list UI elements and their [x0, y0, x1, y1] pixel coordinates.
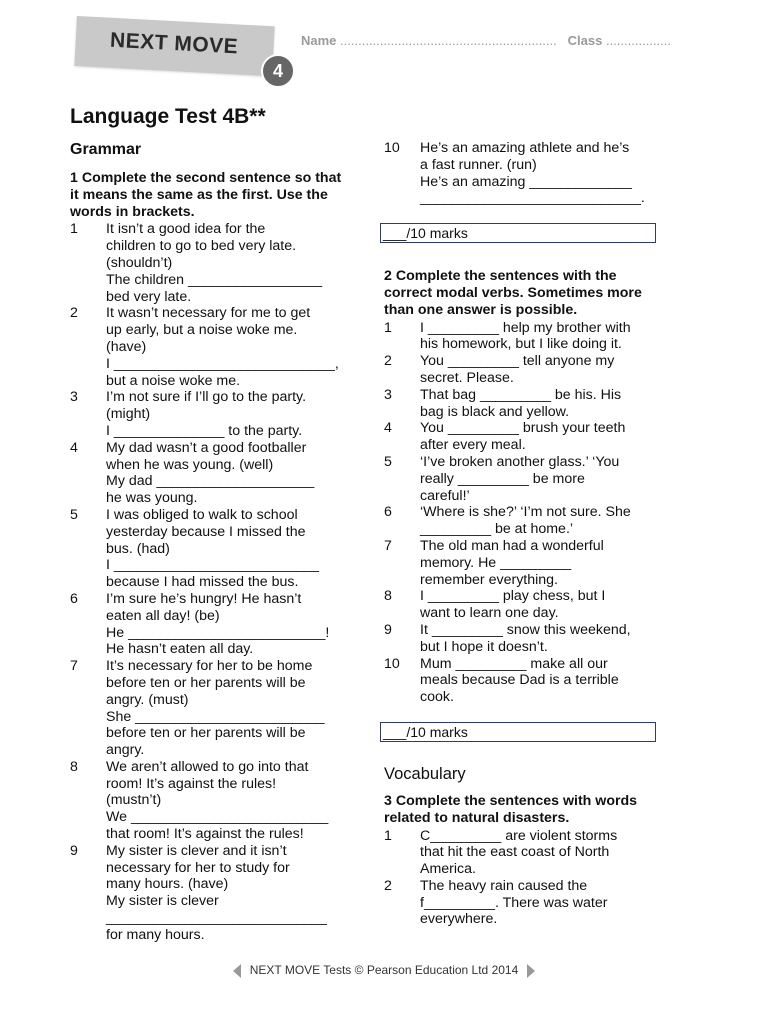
- question-item: [70, 759, 342, 843]
- question-line: (might): [106, 406, 151, 423]
- question-item: [384, 353, 664, 387]
- exercise-2-items: [384, 320, 664, 706]
- question-line: bed very late.: [106, 288, 192, 305]
- answer-line[interactable]: It _________ snow this weekend,: [420, 621, 631, 638]
- answer-line[interactable]: really _________ be more: [420, 470, 585, 487]
- question-number: 6: [70, 590, 78, 607]
- name-label: Name: [301, 33, 337, 48]
- question-item: [384, 454, 664, 504]
- previous-arrow-icon: [233, 964, 241, 978]
- question-number: 10: [384, 140, 400, 156]
- question-item: [384, 878, 664, 928]
- question-line: He hasn’t eaten all day.: [106, 641, 254, 658]
- question-line: I’m not sure if I’ll go to the party.: [106, 389, 307, 406]
- question-text: [420, 828, 664, 878]
- question-number: 8: [384, 588, 392, 605]
- question-line: before ten or her parents will be: [106, 725, 306, 742]
- question-text: [106, 221, 342, 305]
- question-number: 5: [70, 506, 78, 523]
- question-item: [384, 504, 664, 538]
- question-number: 7: [384, 537, 392, 554]
- question-text: [106, 843, 342, 944]
- question-number: 2: [384, 353, 392, 370]
- right-column: [384, 140, 664, 928]
- answer-line[interactable]: That bag _________ be his. His: [420, 386, 622, 403]
- question-number: 5: [384, 453, 392, 470]
- question-text: [106, 389, 342, 439]
- exercise-1-items: [70, 221, 342, 943]
- question-line: when he was young. (well): [106, 456, 274, 473]
- class-field[interactable]: ..................: [605, 33, 671, 48]
- question-line: children to go to bed very late.: [106, 238, 297, 255]
- question-line: ‘Where is she?’ ‘I’m not sure. She: [420, 504, 631, 521]
- answer-line[interactable]: He’s an amazing _____________: [420, 173, 632, 190]
- question-line: want to learn one day.: [420, 605, 559, 622]
- question-text: [420, 504, 664, 538]
- question-number: 1: [384, 827, 392, 844]
- question-number: 10: [384, 655, 400, 672]
- question-item: [384, 828, 664, 878]
- question-line: that hit the east coast of North: [420, 844, 610, 861]
- answer-line[interactable]: We _________________________: [106, 809, 329, 826]
- question-line: that room! It’s against the rules!: [106, 826, 304, 843]
- answer-line[interactable]: You _________ tell anyone my: [420, 353, 615, 370]
- answer-line[interactable]: ____________________________: [106, 910, 327, 927]
- answer-line[interactable]: C_________ are violent storms: [420, 827, 618, 844]
- answer-line[interactable]: memory. He _________: [420, 554, 572, 571]
- question-line: but I hope it doesn’t.: [420, 638, 548, 655]
- question-line: he was young.: [106, 490, 198, 507]
- question-line: It isn’t a good idea for the: [106, 221, 266, 238]
- question-line: My dad wasn’t a good footballer: [106, 439, 307, 456]
- question-line: a fast runner. (run): [420, 156, 537, 173]
- question-number: 2: [384, 877, 392, 894]
- question-line: meals because Dad is a terrible: [420, 672, 619, 689]
- question-item: [384, 588, 664, 622]
- question-line: It wasn’t necessary for me to get: [106, 305, 311, 322]
- question-number: 3: [70, 389, 78, 406]
- question-text: [420, 622, 664, 656]
- answer-line[interactable]: She ________________________: [106, 708, 325, 725]
- brand-logo: NEXT MOVE: [109, 28, 239, 59]
- question-text: [420, 353, 664, 387]
- question-line: bus. (had): [106, 540, 170, 557]
- answer-line[interactable]: _________ be at home.’: [420, 521, 574, 538]
- question-line: My sister is clever: [106, 893, 219, 910]
- question-item: [384, 387, 664, 421]
- question-item: [384, 420, 664, 454]
- class-label: Class: [567, 33, 603, 48]
- question-item: [70, 507, 342, 591]
- question-item: [384, 140, 664, 207]
- question-line: for many hours.: [106, 926, 205, 943]
- question-line: because I had missed the bus.: [106, 574, 299, 591]
- question-line: necessary for her to study for: [106, 859, 290, 876]
- question-line: My sister is clever and it isn’t: [106, 842, 287, 859]
- question-item: [384, 622, 664, 656]
- question-line: I was obliged to walk to school: [106, 506, 298, 523]
- question-item: [70, 843, 342, 944]
- question-number: 9: [70, 842, 78, 859]
- footer-text: NEXT MOVE Tests © Pearson Education Ltd 2014: [249, 963, 519, 977]
- question-line: (mustn’t): [106, 792, 162, 809]
- question-line: yesterday because I missed the: [106, 523, 306, 540]
- question-text: [106, 305, 342, 389]
- exercise-2-instruction: 2 Complete the sentences with the correct modal verbs. Sometimes more than one answer is possible.: [384, 268, 642, 318]
- exercise-1-marks-box[interactable]: ___/10 marks: [380, 223, 656, 243]
- question-line: many hours. (have): [106, 876, 229, 893]
- question-text: [420, 656, 664, 706]
- question-text: [420, 878, 664, 928]
- question-number: 9: [384, 621, 392, 638]
- answer-line[interactable]: f_________. There was water: [420, 894, 608, 911]
- question-text: [106, 507, 342, 591]
- question-line: The old man had a wonderful: [420, 537, 604, 554]
- question-line: eaten all day! (be): [106, 607, 220, 624]
- question-line: after every meal.: [420, 437, 526, 454]
- question-item: [70, 658, 342, 759]
- question-text: [420, 538, 664, 588]
- question-line: everywhere.: [420, 911, 498, 928]
- question-line: before ten or her parents will be: [106, 674, 306, 691]
- question-number: 1: [384, 319, 392, 336]
- answer-line[interactable]: I __________________________: [106, 557, 320, 574]
- question-number: 3: [384, 386, 392, 403]
- question-line: angry. (must): [106, 691, 189, 708]
- question-number: 2: [70, 305, 78, 322]
- question-line: ‘I’ve broken another glass.’ ‘You: [420, 453, 620, 470]
- question-line: room! It’s against the rules!: [106, 775, 277, 792]
- question-item: [70, 440, 342, 507]
- question-item: [384, 656, 664, 706]
- question-line: angry.: [106, 742, 145, 759]
- footer: [0, 963, 768, 978]
- question-line: secret. Please.: [420, 369, 514, 386]
- name-class-row: [301, 33, 671, 48]
- next-arrow-icon: [527, 964, 535, 978]
- left-column: [70, 104, 342, 944]
- question-line: It’s necessary for her to be home: [106, 658, 313, 675]
- question-text: [106, 658, 342, 759]
- exercise-3-items: [384, 828, 664, 929]
- question-line: The heavy rain caused the: [420, 877, 588, 894]
- question-item: [70, 221, 342, 305]
- question-text: [420, 320, 664, 354]
- exercise-1-items-continued: [384, 140, 664, 207]
- question-text: [106, 440, 342, 507]
- question-text: [106, 591, 342, 658]
- exercise-3-instruction: 3 Complete the sentences with words related to natural disasters.: [384, 792, 638, 826]
- question-line: (have): [106, 338, 147, 355]
- answer-line[interactable]: My dad ____________________: [106, 473, 315, 490]
- answer-line[interactable]: I _________ help my brother with: [420, 319, 631, 336]
- question-line: America.: [420, 861, 476, 878]
- question-text: [420, 420, 664, 454]
- answer-line[interactable]: I _________ play chess, but I: [420, 588, 606, 605]
- question-number: 8: [70, 758, 78, 775]
- question-line: up early, but a noise woke me.: [106, 322, 298, 339]
- answer-line[interactable]: Mum _________ make all our: [420, 655, 608, 672]
- question-item: [70, 305, 342, 389]
- question-line: He’s an amazing athlete and he’s: [420, 140, 630, 156]
- answer-line[interactable]: ____________________________.: [420, 190, 645, 207]
- vocabulary-heading: Vocabulary: [384, 764, 466, 783]
- question-text: [106, 759, 342, 843]
- question-item: [70, 591, 342, 658]
- question-text: [420, 387, 664, 421]
- question-line: careful!’: [420, 487, 470, 504]
- question-line: I’m sure he’s hungry! He hasn’t: [106, 590, 302, 607]
- question-line: We aren’t allowed to go into that: [106, 758, 309, 775]
- question-number: 4: [70, 439, 78, 456]
- exercise-1-instruction: 1 Complete the second sentence so that it means the same as the first. Use the words in brackets.: [70, 170, 342, 220]
- question-number: 4: [384, 420, 392, 437]
- question-text: [420, 588, 664, 622]
- answer-line[interactable]: I ____________________________,: [106, 355, 339, 372]
- question-item: [70, 389, 342, 439]
- answer-line[interactable]: He _________________________!: [106, 624, 330, 641]
- answer-line[interactable]: You _________ brush your teeth: [420, 420, 626, 437]
- answer-line[interactable]: The children _________________: [106, 271, 323, 288]
- question-line: cook.: [420, 689, 454, 706]
- name-field[interactable]: ............................................................: [340, 33, 557, 48]
- grammar-heading: Grammar: [70, 141, 142, 158]
- level-badge: 4: [261, 54, 295, 88]
- question-text: [420, 140, 664, 207]
- page-title: Language Test 4B**: [70, 105, 266, 128]
- question-text: [420, 454, 664, 504]
- question-line: but a noise woke me.: [106, 372, 241, 389]
- question-line: bag is black and yellow.: [420, 403, 570, 420]
- question-number: 6: [384, 504, 392, 521]
- question-number: 1: [70, 221, 78, 238]
- answer-line[interactable]: I ______________ to the party.: [106, 422, 303, 439]
- question-line: his homework, but I like doing it.: [420, 336, 622, 353]
- question-line: remember everything.: [420, 571, 558, 588]
- question-line: (shouldn’t): [106, 254, 173, 271]
- question-number: 7: [70, 658, 78, 675]
- question-item: [384, 320, 664, 354]
- question-item: [384, 538, 664, 588]
- exercise-2-marks-box[interactable]: ___/10 marks: [380, 722, 656, 742]
